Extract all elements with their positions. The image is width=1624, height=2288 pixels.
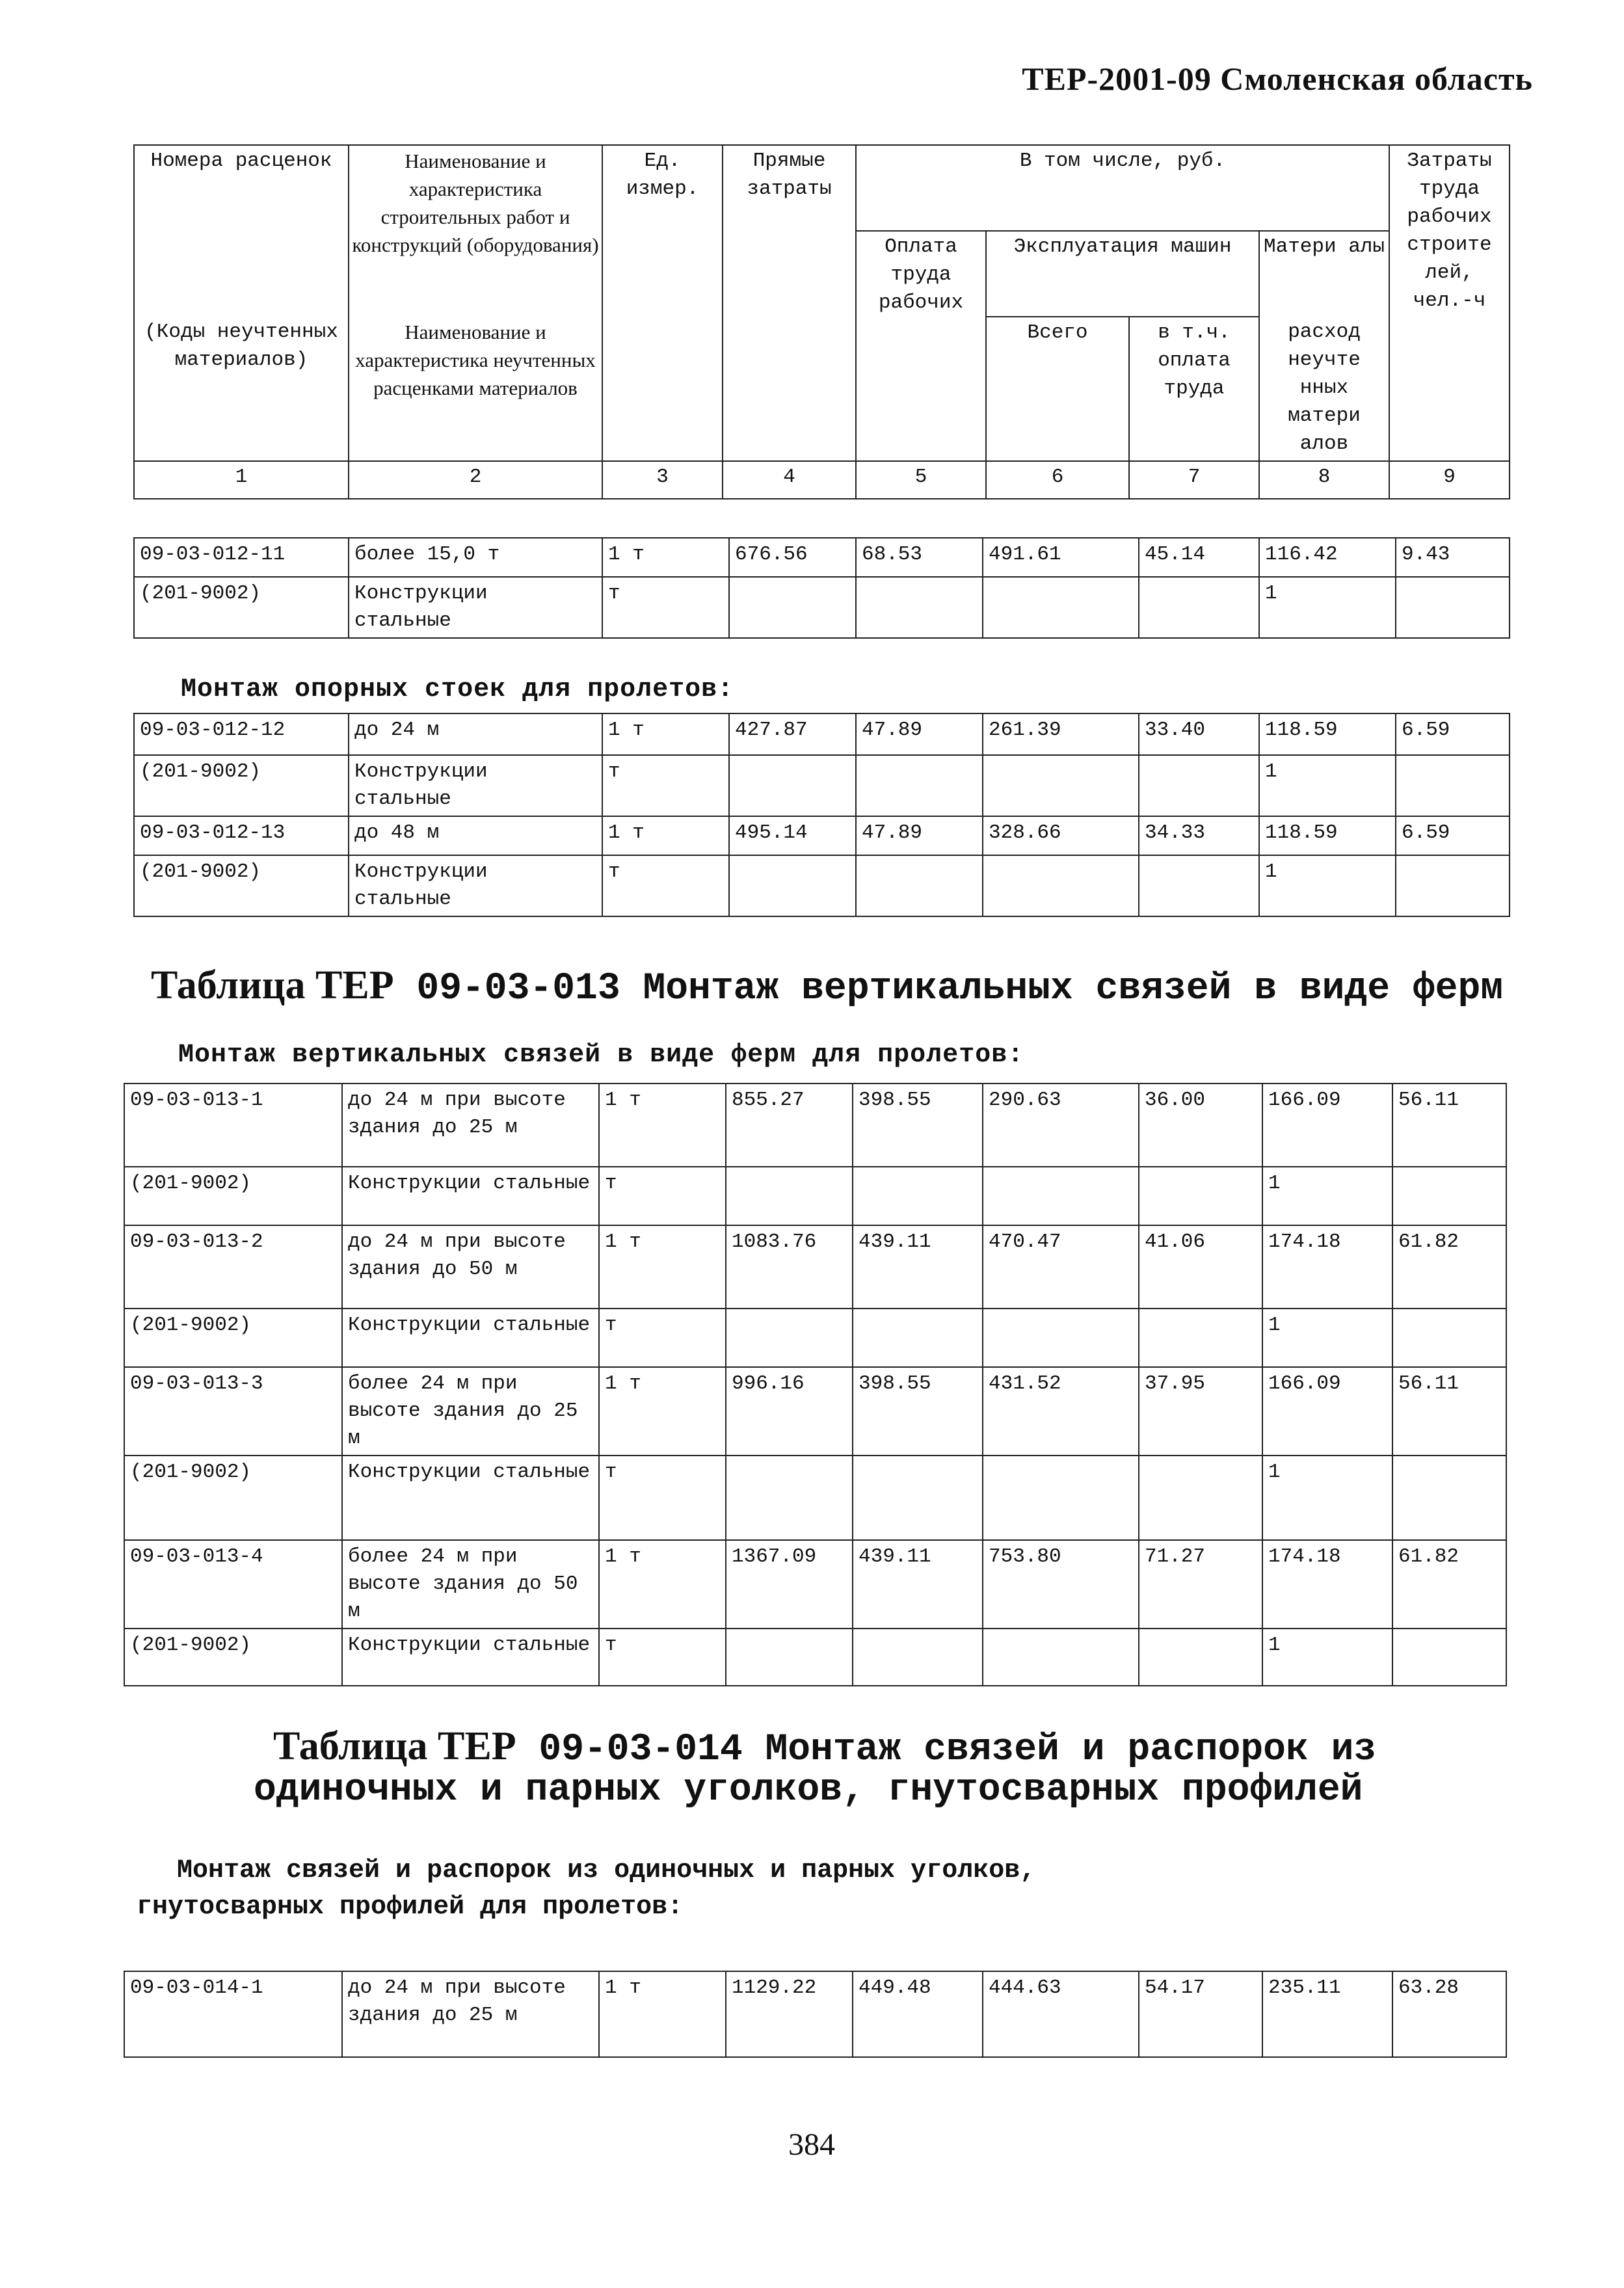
page-number: 384 [788, 2127, 835, 2162]
unit: т [599, 1167, 726, 1225]
rates-table-a [133, 537, 1510, 639]
machine-total [983, 755, 1139, 816]
header-col-number: 9 [1389, 461, 1510, 499]
machine-pay [1139, 577, 1259, 638]
work-description: до 24 м при высоте здания до 50 м [342, 1225, 599, 1309]
worker-pay [856, 577, 983, 638]
labor-hours: 6.59 [1396, 816, 1510, 855]
materials: 1 [1262, 1167, 1392, 1225]
material-name: Конструкции стальные [342, 1456, 599, 1540]
direct-costs [729, 577, 856, 638]
labor-hours [1392, 1309, 1506, 1367]
unit: 1 т [602, 713, 729, 755]
material-name: Конструкции стальные [342, 1309, 599, 1367]
machine-total [983, 1629, 1139, 1686]
header-material-name: Наименование и характеристика неучтенных расценками материалов [349, 317, 602, 461]
table-title-014-line2: одиночных и парных уголков, гнутосварных профилей [254, 1769, 1363, 1811]
materials: 1 [1259, 577, 1396, 638]
header-col-number: 4 [723, 461, 856, 499]
material-code: (201-9002) [134, 855, 349, 916]
rate-code: 09-03-013-1 [124, 1084, 342, 1167]
machine-total: 470.47 [983, 1225, 1139, 1309]
material-name: Конструкции стальные [342, 1167, 599, 1225]
direct-costs: 427.87 [729, 713, 856, 755]
materials: 174.18 [1262, 1225, 1392, 1309]
machine-total: 431.52 [983, 1367, 1139, 1456]
worker-pay [853, 1167, 983, 1225]
rate-code: 09-03-012-11 [134, 538, 349, 577]
direct-costs [726, 1456, 853, 1540]
rates-table-c [124, 1083, 1507, 1686]
unit: 1 т [602, 538, 729, 577]
materials: 166.09 [1262, 1367, 1392, 1456]
header-machines-total: Всего [986, 317, 1129, 461]
worker-pay: 47.89 [856, 816, 983, 855]
header-col-number: 1 [134, 461, 349, 499]
materials: 1 [1262, 1456, 1392, 1540]
worker-pay: 398.55 [853, 1367, 983, 1456]
labor-hours: 56.11 [1392, 1084, 1506, 1167]
labor-hours [1396, 855, 1510, 916]
worker-pay: 68.53 [856, 538, 983, 577]
machine-total [983, 855, 1139, 916]
header-machine-operation: Эксплуатация машин [986, 231, 1259, 317]
header-worker-pay: Оплата труда рабочих [856, 231, 986, 461]
machine-total: 444.63 [983, 1971, 1139, 2057]
machine-pay [1139, 1309, 1262, 1367]
section-heading: Монтаж опорных стоек для пролетов: [181, 675, 734, 704]
material-code: (201-9002) [134, 755, 349, 816]
machine-pay [1139, 855, 1259, 916]
labor-hours: 61.82 [1392, 1540, 1506, 1629]
page-header: ТЕР-2001-09 Смоленская область [1022, 60, 1533, 97]
header-labor-costs: Затраты труда рабочих строите лей, чел.-ч [1389, 145, 1510, 461]
machine-pay [1139, 1456, 1262, 1540]
labor-hours [1396, 755, 1510, 816]
worker-pay [856, 755, 983, 816]
material-code: (201-9002) [124, 1309, 342, 1367]
header-unit: Ед. измер. [602, 145, 723, 461]
direct-costs: 1083.76 [726, 1225, 853, 1309]
machine-pay: 41.06 [1139, 1225, 1262, 1309]
worker-pay: 47.89 [856, 713, 983, 755]
unit: 1 т [599, 1084, 726, 1167]
machine-pay: 71.27 [1139, 1540, 1262, 1629]
direct-costs [729, 755, 856, 816]
header-col-number: 6 [986, 461, 1129, 499]
unit: 1 т [599, 1225, 726, 1309]
worker-pay: 439.11 [853, 1540, 983, 1629]
materials: 235.11 [1262, 1971, 1392, 2057]
materials: 1 [1262, 1309, 1392, 1367]
table-title-013 [151, 963, 1503, 1010]
materials: 1 [1262, 1629, 1392, 1686]
machine-pay [1139, 1167, 1262, 1225]
materials: 118.59 [1259, 816, 1396, 855]
materials: 174.18 [1262, 1540, 1392, 1629]
header-col-number: 2 [349, 461, 602, 499]
worker-pay [853, 1456, 983, 1540]
header-col-number: 5 [856, 461, 986, 499]
rates-table-d [124, 1971, 1507, 2058]
material-code: (201-9002) [124, 1629, 342, 1686]
direct-costs: 996.16 [726, 1367, 853, 1456]
worker-pay: 439.11 [853, 1225, 983, 1309]
materials: 166.09 [1262, 1084, 1392, 1167]
unit: т [602, 577, 729, 638]
table-title-text: 09-03-013 Монтаж вертикальных связей в виде ферм [416, 968, 1504, 1010]
header-rate-number: Номера расценок [134, 145, 349, 317]
work-description: более 24 м при высоте здания до 50 м [342, 1540, 599, 1629]
direct-costs [726, 1167, 853, 1225]
worker-pay: 398.55 [853, 1084, 983, 1167]
header-col-number: 3 [602, 461, 723, 499]
unit: т [599, 1456, 726, 1540]
work-description: до 24 м [349, 713, 602, 755]
material-code: (201-9002) [124, 1456, 342, 1540]
rate-code: 09-03-013-3 [124, 1367, 342, 1456]
direct-costs: 1367.09 [726, 1540, 853, 1629]
column-header-table [133, 144, 1510, 499]
work-description: более 15,0 т [349, 538, 602, 577]
material-name: Конструкции стальные [349, 577, 602, 638]
unit: 1 т [599, 1540, 726, 1629]
machine-pay: 37.95 [1139, 1367, 1262, 1456]
materials: 118.59 [1259, 713, 1396, 755]
header-work-name: Наименование и характеристика строительных работ и конструкций (оборудования) [349, 145, 602, 317]
header-direct-costs: Прямые затраты [723, 145, 856, 461]
direct-costs [726, 1629, 853, 1686]
worker-pay [853, 1629, 983, 1686]
machine-total: 753.80 [983, 1540, 1139, 1629]
machine-total [983, 1456, 1139, 1540]
labor-hours: 61.82 [1392, 1225, 1506, 1309]
machine-total: 491.61 [983, 538, 1139, 577]
work-description: до 48 м [349, 816, 602, 855]
materials: 1 [1259, 855, 1396, 916]
rates-table-b [133, 713, 1510, 917]
section-intro-line1: Монтаж связей и распорок из одиночных и парных уголков, [177, 1856, 1036, 1885]
table-title-text: 09-03-014 Монтаж связей и распорок из [539, 1729, 1377, 1771]
rate-code: 09-03-014-1 [124, 1971, 342, 2057]
material-name: Конструкции стальные [349, 855, 602, 916]
machine-total [983, 1309, 1139, 1367]
table-title-prefix: Таблица ТЕР [151, 963, 394, 1007]
machine-pay [1139, 755, 1259, 816]
rate-code: 09-03-012-13 [134, 816, 349, 855]
material-name: Конструкции стальные [342, 1629, 599, 1686]
direct-costs: 676.56 [729, 538, 856, 577]
direct-costs [729, 855, 856, 916]
header-materials: Матери алы [1259, 231, 1389, 317]
work-description: более 24 м при высоте здания до 25 м [342, 1367, 599, 1456]
materials: 1 [1259, 755, 1396, 816]
machine-pay: 54.17 [1139, 1971, 1262, 2057]
rate-code: 09-03-013-4 [124, 1540, 342, 1629]
work-description: до 24 м при высоте здания до 25 м [342, 1084, 599, 1167]
rate-code: 09-03-013-2 [124, 1225, 342, 1309]
labor-hours [1392, 1167, 1506, 1225]
unit: 1 т [599, 1367, 726, 1456]
section-intro-line2: гнутосварных профилей для пролетов: [137, 1893, 684, 1922]
labor-hours: 6.59 [1396, 713, 1510, 755]
work-description: до 24 м при высоте здания до 25 м [342, 1971, 599, 2057]
machine-pay: 33.40 [1139, 713, 1259, 755]
direct-costs: 495.14 [729, 816, 856, 855]
machine-pay [1139, 1629, 1262, 1686]
direct-costs [726, 1309, 853, 1367]
labor-hours [1392, 1456, 1506, 1540]
material-name: Конструкции стальные [349, 755, 602, 816]
unit: т [602, 755, 729, 816]
machine-total: 261.39 [983, 713, 1139, 755]
header-material-codes: (Коды неучтенных материалов) [134, 317, 349, 461]
section-heading: Монтаж вертикальных связей в виде ферм для пролетов: [178, 1041, 1024, 1070]
labor-hours: 56.11 [1392, 1367, 1506, 1456]
unit: т [599, 1309, 726, 1367]
header-machines-pay: в т.ч. оплата труда [1129, 317, 1259, 461]
direct-costs: 1129.22 [726, 1971, 853, 2057]
machine-pay: 34.33 [1139, 816, 1259, 855]
header-col-number: 7 [1129, 461, 1259, 499]
machine-total [983, 577, 1139, 638]
labor-hours [1392, 1629, 1506, 1686]
unit: 1 т [599, 1971, 726, 2057]
unit: 1 т [602, 816, 729, 855]
material-code: (201-9002) [134, 577, 349, 638]
header-col-number: 8 [1259, 461, 1389, 499]
labor-hours: 63.28 [1392, 1971, 1506, 2057]
unit: т [599, 1629, 726, 1686]
labor-hours [1396, 577, 1510, 638]
worker-pay [856, 855, 983, 916]
materials: 116.42 [1259, 538, 1396, 577]
header-materials-consumption: расход неучте нных матери алов [1259, 317, 1389, 461]
machine-total [983, 1167, 1139, 1225]
machine-total: 290.63 [983, 1084, 1139, 1167]
machine-total: 328.66 [983, 816, 1139, 855]
unit: т [602, 855, 729, 916]
machine-pay: 45.14 [1139, 538, 1259, 577]
table-title-prefix: Таблица ТЕР [273, 1724, 516, 1768]
header-group-including: В том числе, руб. [856, 145, 1389, 231]
table-title-014 [273, 1723, 1376, 1771]
machine-pay: 36.00 [1139, 1084, 1262, 1167]
worker-pay: 449.48 [853, 1971, 983, 2057]
worker-pay [853, 1309, 983, 1367]
material-code: (201-9002) [124, 1167, 342, 1225]
rate-code: 09-03-012-12 [134, 713, 349, 755]
labor-hours: 9.43 [1396, 538, 1510, 577]
direct-costs: 855.27 [726, 1084, 853, 1167]
